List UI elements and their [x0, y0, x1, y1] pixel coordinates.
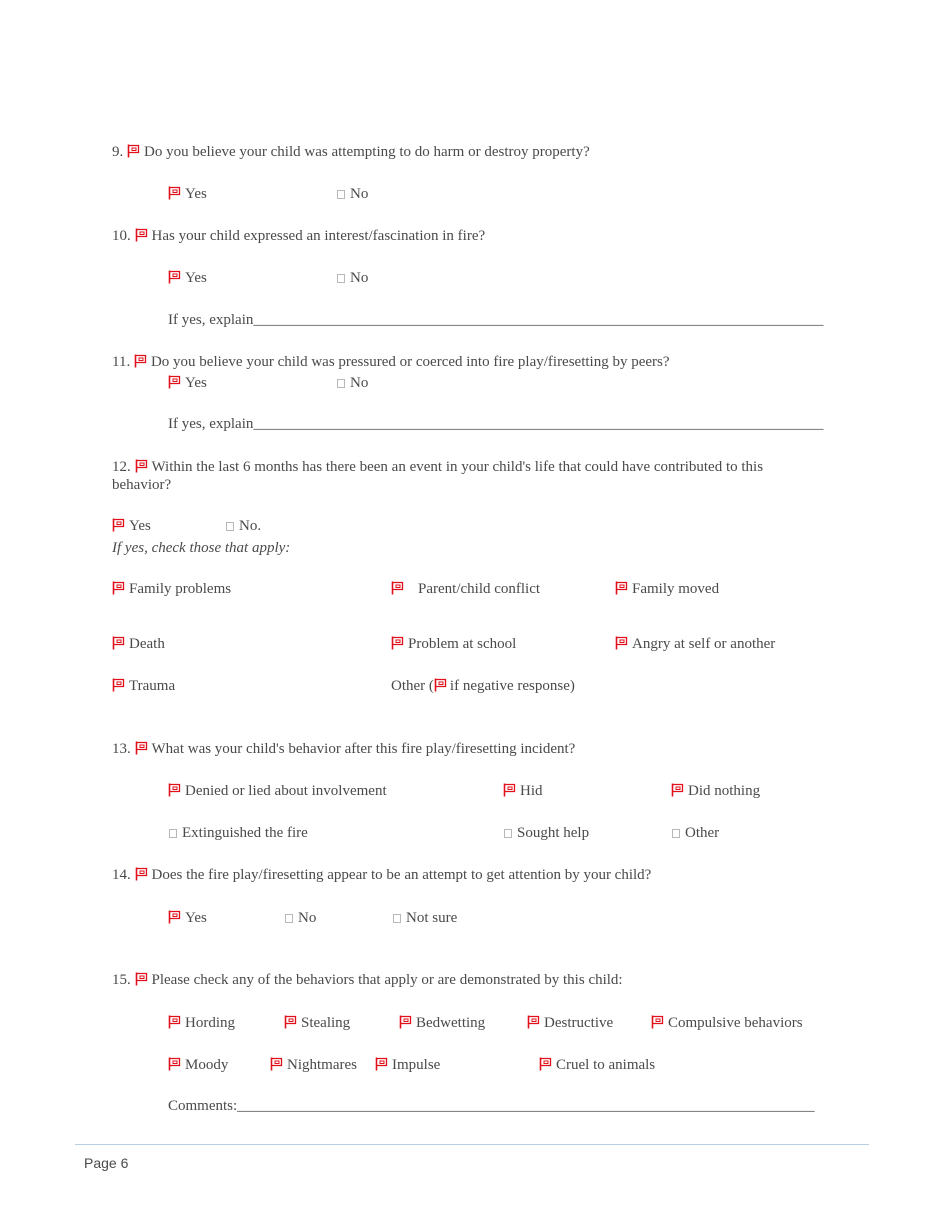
option-label: Yes	[129, 518, 151, 534]
q13-option-sought-help[interactable]	[504, 824, 589, 842]
option-label: Family moved	[632, 581, 720, 597]
option-label: Family problems	[129, 581, 232, 597]
red-flag-icon[interactable]	[168, 1015, 181, 1029]
q10-no-option[interactable]	[337, 269, 368, 287]
q12-no-option[interactable]	[226, 517, 261, 535]
question-11	[112, 353, 670, 371]
q12-option-parent-child-conflict[interactable]	[391, 580, 540, 598]
option-label: Yes	[185, 270, 207, 286]
checkbox-icon[interactable]	[672, 829, 680, 838]
q9-no-option[interactable]	[337, 185, 368, 203]
red-flag-icon[interactable]	[168, 910, 181, 924]
question-number: 10.	[112, 228, 131, 244]
checkbox-icon[interactable]	[285, 914, 293, 923]
option-label: Other	[685, 825, 720, 841]
checkbox-icon[interactable]	[337, 190, 345, 199]
option-label: Moody	[185, 1057, 229, 1073]
question-text: Within the last 6 months has there been an event in your child's life that could have contributed to this	[151, 459, 764, 475]
q10-explain-field[interactable]: If yes, explain____________________________________________________________________________	[168, 312, 824, 328]
q14-no-option[interactable]	[285, 909, 316, 927]
red-flag-icon[interactable]	[651, 1015, 664, 1029]
red-flag-icon[interactable]	[168, 186, 181, 200]
red-flag-icon	[135, 741, 148, 755]
red-flag-icon	[134, 354, 147, 368]
q15-option-nightmares[interactable]	[270, 1056, 357, 1074]
q12-option-angry[interactable]	[615, 635, 775, 653]
option-label: No	[350, 186, 369, 202]
q12-option-other[interactable]	[391, 677, 575, 695]
q13-option-hid[interactable]	[503, 782, 543, 800]
option-label: Yes	[185, 375, 207, 391]
option-label: Cruel to animals	[556, 1057, 656, 1073]
question-text: Does the fire play/firesetting appear to be an attempt to get attention by your child?	[151, 867, 652, 883]
red-flag-icon	[135, 867, 148, 881]
option-label: Destructive	[544, 1015, 614, 1031]
checkbox-icon[interactable]	[393, 914, 401, 923]
question-12-line2: behavior?	[112, 477, 172, 493]
option-label: Yes	[185, 186, 207, 202]
red-flag-icon[interactable]	[168, 375, 181, 389]
q12-yes-option[interactable]	[112, 517, 151, 535]
question-text: Do you believe your child was attempting to do harm or destroy property?	[144, 144, 590, 160]
option-label: No	[350, 375, 369, 391]
option-label: Bedwetting	[416, 1015, 486, 1031]
question-number: 15.	[112, 972, 131, 988]
option-label: Denied or lied about involvement	[185, 783, 387, 799]
question-text: Has your child expressed an interest/fascination in fire?	[151, 228, 486, 244]
q10-yes-option[interactable]	[168, 269, 207, 287]
checkbox-icon[interactable]	[169, 829, 177, 838]
footer-divider	[75, 1144, 869, 1145]
q15-option-bedwetting[interactable]	[399, 1014, 485, 1032]
red-flag-icon[interactable]	[615, 581, 628, 595]
option-label: Sought help	[517, 825, 590, 841]
checkbox-icon[interactable]	[337, 274, 345, 283]
red-flag-icon[interactable]	[539, 1057, 552, 1071]
red-flag-icon	[135, 228, 148, 242]
option-label: Trauma	[129, 678, 176, 694]
q15-comments-field[interactable]: Comments:_____________________________________________________________________________	[168, 1098, 815, 1114]
question-number: 13.	[112, 741, 131, 757]
red-flag-icon[interactable]	[284, 1015, 297, 1029]
red-flag-icon	[127, 144, 140, 158]
q12-option-family-moved[interactable]	[615, 580, 719, 598]
q15-option-impulse[interactable]	[375, 1056, 440, 1074]
question-number: 9.	[112, 144, 124, 160]
question-number: 14.	[112, 867, 131, 883]
red-flag-icon[interactable]	[112, 678, 125, 692]
q13-option-denied[interactable]	[168, 782, 387, 800]
option-label: Compulsive behaviors	[668, 1015, 803, 1031]
option-label-suffix: if negative response)	[449, 678, 575, 694]
checkbox-icon[interactable]	[504, 829, 512, 838]
option-label: No	[350, 270, 369, 286]
option-label: Hording	[185, 1015, 235, 1031]
red-flag-icon[interactable]	[168, 783, 181, 797]
q15-option-stealing[interactable]	[284, 1014, 350, 1032]
option-label: Angry at self or another	[632, 636, 776, 652]
red-flag-icon[interactable]	[399, 1015, 412, 1029]
red-flag-icon[interactable]	[391, 636, 404, 650]
q15-option-moody[interactable]	[168, 1056, 228, 1074]
red-flag-icon[interactable]	[168, 270, 181, 284]
question-number: 11.	[112, 354, 131, 370]
question-text: Do you believe your child was pressured or coerced into fire play/firesetting by peers?	[150, 354, 670, 370]
red-flag-icon[interactable]	[270, 1057, 283, 1071]
q12-option-death[interactable]	[112, 635, 165, 653]
red-flag-icon[interactable]	[671, 783, 684, 797]
q11-no-option[interactable]	[337, 374, 368, 392]
question-text: What was your child's behavior after this fire play/firesetting incident?	[151, 741, 576, 757]
option-label: Impulse	[392, 1057, 441, 1073]
red-flag-icon[interactable]	[527, 1015, 540, 1029]
red-flag-icon[interactable]	[112, 518, 125, 532]
q14-yes-option[interactable]	[168, 909, 207, 927]
q13-option-extinguished[interactable]	[169, 824, 308, 842]
q12-option-family-problems[interactable]	[112, 580, 231, 598]
q13-option-other[interactable]	[672, 824, 719, 842]
q9-yes-option[interactable]	[168, 185, 207, 203]
question-12	[112, 458, 763, 476]
q11-explain-field[interactable]: If yes, explain____________________________________________________________________________	[168, 416, 824, 432]
q13-option-did-nothing[interactable]	[671, 782, 760, 800]
q15-option-cruel[interactable]	[539, 1056, 655, 1074]
question-9	[112, 143, 590, 161]
red-flag-icon	[135, 972, 148, 986]
option-label: Extinguished the fire	[182, 825, 308, 841]
red-flag-icon[interactable]	[112, 581, 125, 595]
option-label: Parent/child conflict	[418, 581, 541, 597]
red-flag-icon	[135, 459, 148, 473]
option-label: Other (	[391, 678, 434, 694]
red-flag-icon[interactable]	[112, 636, 125, 650]
q12-option-trauma[interactable]	[112, 677, 175, 695]
red-flag-icon[interactable]	[391, 581, 404, 595]
checkbox-icon[interactable]	[337, 379, 345, 388]
question-14	[112, 866, 651, 884]
question-13	[112, 740, 575, 758]
option-label: No	[298, 910, 317, 926]
option-label: Yes	[185, 910, 207, 926]
option-label: Did nothing	[688, 783, 761, 799]
option-label: Not sure	[406, 910, 458, 926]
q15-option-compulsive[interactable]	[651, 1014, 803, 1032]
option-label: Hid	[520, 783, 543, 799]
question-number: 12.	[112, 459, 131, 475]
q12-instruction: If yes, check those that apply:	[112, 540, 291, 556]
q11-yes-option[interactable]	[168, 374, 207, 392]
red-flag-icon[interactable]	[168, 1057, 181, 1071]
question-15	[112, 971, 623, 989]
option-label: Stealing	[301, 1015, 351, 1031]
q12-option-problem-at-school[interactable]	[391, 635, 516, 653]
q15-option-destructive[interactable]	[527, 1014, 613, 1032]
red-flag-icon[interactable]	[503, 783, 516, 797]
red-flag-icon[interactable]	[615, 636, 628, 650]
page-number: Page 6	[84, 1155, 129, 1171]
option-label: Problem at school	[408, 636, 517, 652]
checkbox-icon[interactable]	[226, 522, 234, 531]
option-label: Death	[129, 636, 165, 652]
option-label: Nightmares	[287, 1057, 357, 1073]
q14-not-sure-option[interactable]	[393, 909, 457, 927]
red-flag-icon[interactable]	[375, 1057, 388, 1071]
question-10	[112, 227, 485, 245]
red-flag-icon[interactable]	[434, 678, 447, 692]
question-text: Please check any of the behaviors that apply or are demonstrated by this child:	[151, 972, 623, 988]
option-label: No.	[239, 518, 262, 534]
q15-option-hording[interactable]	[168, 1014, 235, 1032]
